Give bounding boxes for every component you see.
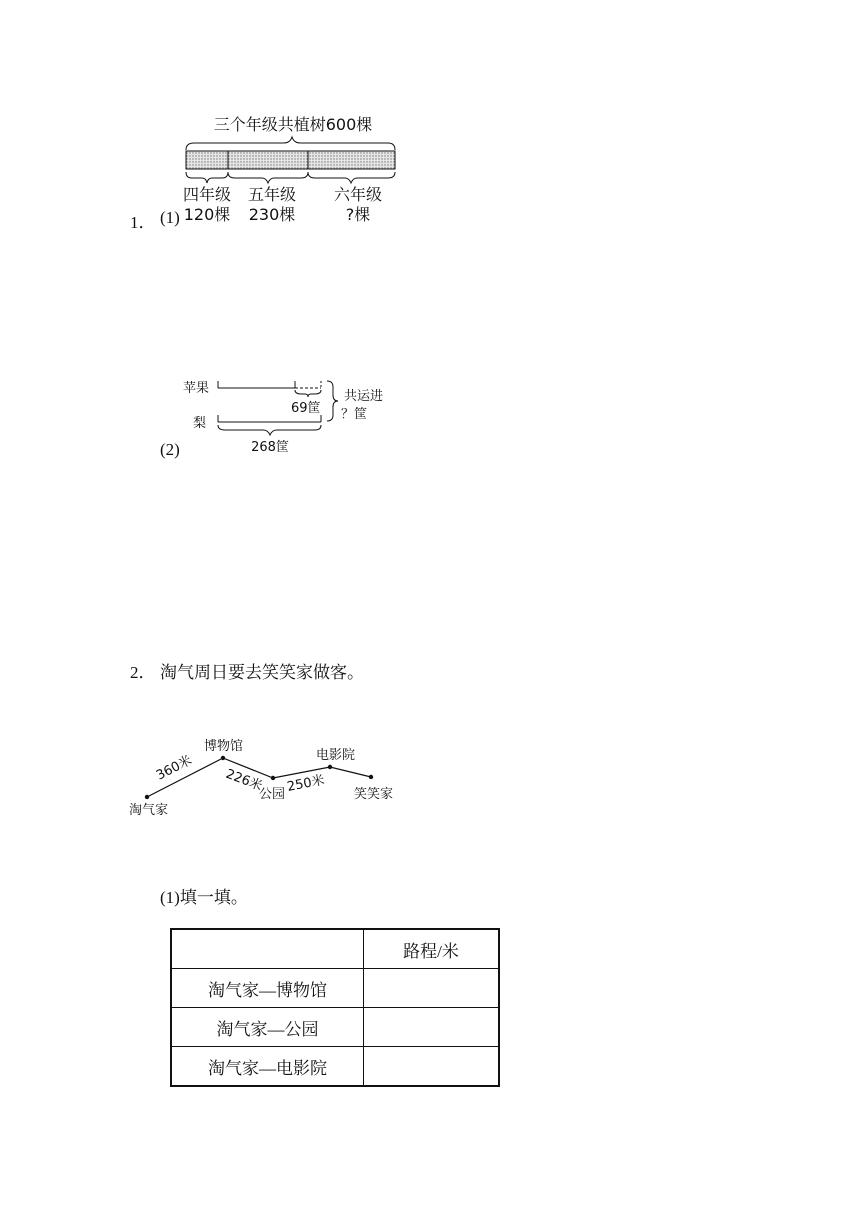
bar-grade6 — [308, 151, 395, 169]
row-route-label: 淘气家—电影院 — [171, 1047, 364, 1087]
header-cell-place — [171, 929, 364, 969]
distance-1: 360米 — [154, 753, 195, 784]
row-route-label: 淘气家—公园 — [171, 1008, 364, 1047]
question-1-part2-label: (2) — [160, 440, 180, 459]
point-friend-home — [369, 775, 373, 779]
question-2-part1-label: (1)填一填。 — [160, 888, 248, 907]
total-label: 三个年级共植树600棵 — [213, 115, 373, 134]
route-map — [125, 730, 415, 825]
brace-grade6 — [308, 172, 395, 183]
point-home — [145, 795, 149, 799]
grade6-name: 六年级 — [333, 185, 383, 204]
grade4-value: 120棵 — [183, 205, 231, 224]
distance-3: 250米 — [285, 772, 326, 795]
table-row — [171, 969, 499, 1008]
tree-planting-diagram — [180, 110, 410, 230]
fruit-diagram — [175, 375, 405, 460]
place-taoqi-home: 淘气家 — [129, 803, 169, 818]
table-row — [171, 1047, 499, 1087]
distance-2: 226米 — [223, 766, 265, 795]
apple-label: 苹果 — [183, 381, 210, 396]
grade5-value: 230棵 — [248, 205, 296, 224]
point-cinema — [328, 765, 332, 769]
pear-total: 268筐 — [251, 440, 289, 455]
question-1-part1-label: (1) — [160, 208, 180, 227]
brace-grade4 — [186, 172, 228, 183]
place-cinema: 电影院 — [316, 748, 356, 763]
point-park — [271, 776, 275, 780]
route-table — [170, 928, 500, 1087]
question-2-text: 淘气周日要去笑笑家做客。 — [160, 663, 364, 682]
table-row — [171, 1008, 499, 1047]
grade6-value: ?棵 — [345, 205, 371, 224]
header-cell-distance: 路程/米 — [364, 929, 500, 969]
grade4-name: 四年级 — [182, 185, 232, 204]
row-distance-cell[interactable] — [364, 1047, 500, 1087]
pear-label: 梨 — [193, 416, 207, 431]
brace-grade5 — [228, 172, 308, 183]
question-1-number: 1． — [130, 213, 156, 232]
row-route-label: 淘气家—博物馆 — [171, 969, 364, 1008]
question-total-line1: 共运进 — [344, 389, 384, 404]
place-xiaoxiao-home: 笑笑家 — [354, 787, 394, 802]
question-2-number: 2． — [130, 663, 156, 682]
row-distance-cell[interactable] — [364, 969, 500, 1008]
place-museum: 博物馆 — [204, 739, 244, 754]
grade5-name: 五年级 — [247, 185, 297, 204]
bar-grade5 — [228, 151, 308, 169]
bar-grade4 — [186, 151, 228, 169]
place-park: 公园 — [259, 787, 286, 802]
table-header-row — [171, 929, 499, 969]
top-brace — [186, 137, 395, 150]
question-total-line2: ？筐 — [341, 407, 368, 422]
row-distance-cell[interactable] — [364, 1008, 500, 1047]
point-museum — [221, 756, 225, 760]
diff-label: 69筐 — [291, 401, 321, 416]
